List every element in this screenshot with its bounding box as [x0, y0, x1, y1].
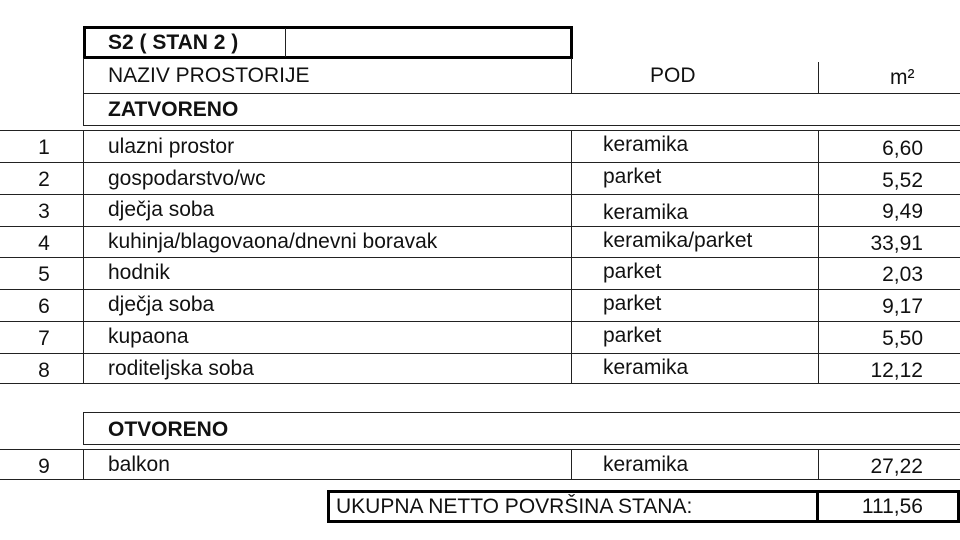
room-area: 6,60	[882, 137, 923, 160]
room-name: balkon	[108, 453, 170, 476]
open-rooms-bottom-line	[0, 479, 960, 480]
floor-type: keramika	[603, 356, 689, 379]
total-label: UKUPNA NETTO POVRŠINA STANA:	[336, 495, 693, 518]
open-rooms-top-line	[0, 449, 960, 450]
header-area-divider	[818, 62, 819, 94]
header-bottom-line	[83, 93, 960, 94]
room-area: 5,52	[882, 169, 923, 192]
room-name: roditeljska soba	[108, 357, 254, 380]
open-section-top-line	[83, 412, 960, 413]
open-col-area-left-line	[818, 449, 819, 480]
floor-type: parket	[603, 324, 662, 347]
row-number: 9	[38, 455, 50, 478]
room-name: hodnik	[108, 261, 170, 284]
total-value: 111,56	[861, 495, 923, 518]
title-box-bottom	[83, 56, 573, 59]
total-box-left	[327, 490, 330, 523]
header-area-label: m²	[890, 66, 915, 89]
header-left-line	[83, 58, 84, 94]
room-area: 5,50	[882, 327, 923, 350]
row-number: 5	[38, 263, 50, 286]
header-floor-divider	[571, 58, 572, 94]
col-area-left-line	[818, 130, 819, 384]
open-section-bottom-line	[83, 444, 960, 445]
row-divider	[0, 226, 960, 227]
room-name: kupaona	[108, 325, 189, 348]
title-box-right	[570, 26, 573, 59]
row-number: 1	[38, 136, 50, 159]
closed-section-title: ZATVORENO	[108, 98, 239, 121]
room-area: 9,49	[882, 200, 923, 223]
room-name: gospodarstvo/wc	[108, 167, 266, 190]
col-floor-left-line	[571, 130, 572, 384]
open-section-title: OTVORENO	[108, 418, 229, 441]
room-area: 12,12	[870, 359, 923, 382]
row-divider	[0, 353, 960, 354]
rooms-bottom-line	[0, 383, 960, 384]
floor-type: parket	[603, 165, 662, 188]
room-name: ulazni prostor	[108, 135, 235, 158]
open-section-left-line	[83, 412, 84, 445]
closed-section-bottom-line	[83, 125, 960, 126]
title-box-top	[83, 26, 573, 29]
row-divider	[0, 162, 960, 163]
floor-type: keramika/parket	[603, 229, 753, 252]
floor-type: parket	[603, 260, 662, 283]
header-room-label: NAZIV PROSTORIJE	[108, 64, 310, 87]
row-number: 3	[38, 200, 50, 223]
open-col-floor-left-line	[571, 449, 572, 480]
row-divider	[0, 257, 960, 258]
row-divider	[0, 289, 960, 290]
row-number: 6	[38, 295, 50, 318]
open-col-name-left-line	[83, 449, 84, 480]
room-area: 2,03	[882, 263, 923, 286]
row-number: 2	[38, 168, 50, 191]
title-box-left	[83, 26, 86, 59]
title-box-divider	[285, 28, 286, 57]
room-name: kuhinja/blagovaona/dnevni boravak	[108, 230, 438, 253]
col-name-left-line	[83, 130, 84, 384]
title-code: S2 ( STAN 2 )	[108, 31, 239, 54]
total-box-top	[327, 490, 960, 493]
room-area: 9,17	[882, 295, 923, 318]
closed-section-left-line	[83, 94, 84, 126]
floor-type: parket	[603, 292, 662, 315]
row-divider	[0, 321, 960, 322]
floor-type: keramika	[603, 133, 689, 156]
row-number: 8	[38, 359, 50, 382]
room-area: 33,91	[870, 232, 923, 255]
row-divider	[0, 194, 960, 195]
row-number: 4	[38, 232, 50, 255]
header-floor-label: POD	[650, 64, 696, 87]
room-name: dječja soba	[108, 293, 215, 316]
floor-type: keramika	[603, 201, 689, 224]
room-name: dječja soba	[108, 198, 215, 221]
rooms-top-line	[0, 130, 960, 131]
floor-type: keramika	[603, 453, 689, 476]
total-box-bottom	[327, 520, 960, 523]
row-number: 7	[38, 327, 50, 350]
total-box-divider	[816, 490, 819, 523]
room-area: 27,22	[870, 455, 923, 478]
